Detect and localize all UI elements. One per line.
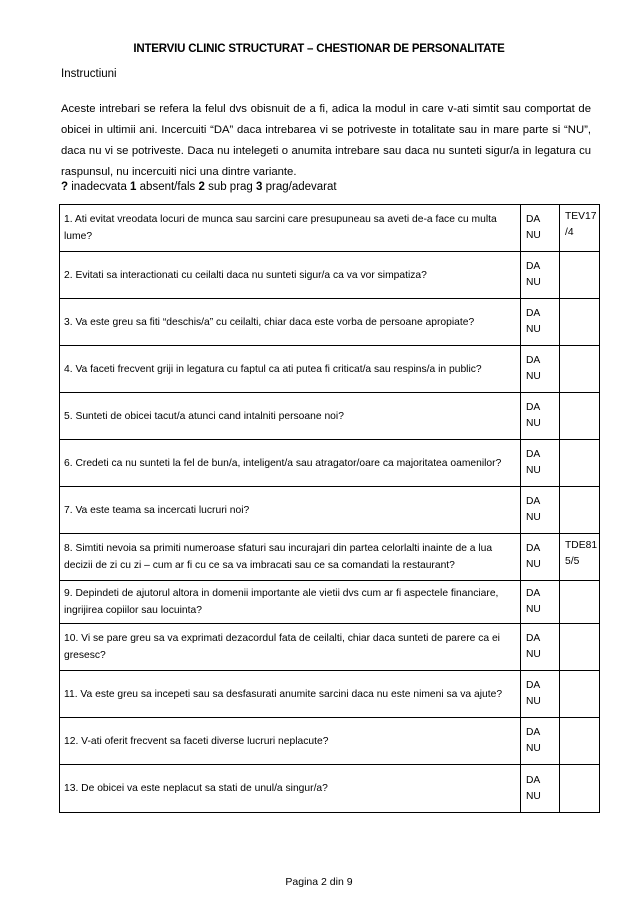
- answer-options: [521, 440, 560, 487]
- score-code: TDE81 5/5: [560, 534, 600, 581]
- answer-options: [521, 487, 560, 534]
- answer-options: [521, 581, 560, 624]
- answer-yes[interactable]: DA: [526, 633, 541, 644]
- question-text: 1. Ati evitat vreodata locuri de munca sau sarcini care presupuneau sa aveti de-a face cu multa lume?: [60, 205, 521, 252]
- question-text: 13. De obicei va este neplacut sa stati de unul/a singur/a?: [60, 765, 521, 813]
- answer-no[interactable]: NU: [526, 418, 541, 429]
- answer-no[interactable]: NU: [526, 559, 541, 570]
- legend-label: sub prag: [204, 181, 257, 193]
- answer-yes[interactable]: DA: [526, 449, 541, 460]
- answer-yes[interactable]: DA: [526, 588, 541, 599]
- legend-label: prag/adevarat: [262, 181, 337, 193]
- question-row: [60, 671, 600, 718]
- question-row: [60, 205, 600, 252]
- answer-yes[interactable]: DA: [526, 355, 541, 366]
- document-title: INTERVIU CLINIC STRUCTURAT – CHESTIONAR DE PERSONALITATE: [133, 43, 505, 55]
- answer-options: [521, 765, 560, 813]
- legend-label: absent/fals: [136, 181, 199, 193]
- legend-key: 1: [130, 181, 137, 193]
- score-code: [560, 487, 600, 534]
- question-row: [60, 624, 600, 671]
- answer-options: [521, 252, 560, 299]
- question-text: 12. V-ati oferit frecvent sa faceti diverse lucruri neplacute?: [60, 718, 521, 765]
- answer-options: [521, 393, 560, 440]
- legend-label: inadecvata: [68, 181, 131, 193]
- answer-no[interactable]: NU: [526, 324, 541, 335]
- score-code: [560, 765, 600, 813]
- answer-yes[interactable]: DA: [526, 496, 541, 507]
- answer-options: [521, 534, 560, 581]
- question-text: 9. Depindeti de ajutorul altora in domenii importante ale vietii dvs cum ar fi aspectele financiare, ingrijirea copiilor sau locuinta?: [60, 581, 521, 624]
- question-row: [60, 299, 600, 346]
- questions-table: [59, 204, 600, 813]
- score-code: [560, 252, 600, 299]
- instructions-text: Aceste intrebari se refera la felul dvs obisnuit de a fi, adica la modul in care v-ati simtit sau comportat de obicei in ultimii ani. Incercuiti “DA” daca intrebarea vi se potriveste in totalitate sau in mare parte si “NU”, daca nu vi se potriveste. Daca nu intelegeti o anumita intrebare sau daca nu sunteti sigur/a in legatura cu raspunsul, nu incercuiti nici una dintre variante.: [61, 103, 591, 178]
- score-code: [560, 624, 600, 671]
- question-text: 3. Va este greu sa fiti “deschis/a” cu ceilalti, chiar daca este vorba de persoane apropiate?: [60, 299, 521, 346]
- question-text: 10. Vi se pare greu sa va exprimati dezacordul fata de ceilalti, chiar daca sunteti de parere ca ei gresesc?: [60, 624, 521, 671]
- answer-yes[interactable]: DA: [526, 680, 541, 691]
- score-legend: [61, 181, 337, 193]
- answer-yes[interactable]: DA: [526, 308, 541, 319]
- question-text: 2. Evitati sa interactionati cu ceilalti daca nu sunteti sigur/a ca va vor simpatiza?: [60, 252, 521, 299]
- score-code: [560, 440, 600, 487]
- answer-no[interactable]: NU: [526, 743, 541, 754]
- question-text: 4. Va faceti frecvent griji in legatura cu faptul ca ati putea fi criticat/a sau respins/a in public?: [60, 346, 521, 393]
- answer-options: [521, 299, 560, 346]
- score-code: [560, 671, 600, 718]
- question-row: [60, 440, 600, 487]
- question-row: [60, 534, 600, 581]
- legend-key: 3: [256, 181, 263, 193]
- question-text: 11. Va este greu sa incepeti sau sa desfasurati anumite sarcini daca nu este nimeni sa va ajute?: [60, 671, 521, 718]
- question-text: 6. Credeti ca nu sunteti la fel de bun/a, inteligent/a sau atragator/oare ca majoritatea oamenilor?: [60, 440, 521, 487]
- answer-options: [521, 624, 560, 671]
- answer-no[interactable]: NU: [526, 512, 541, 523]
- legend-key: ?: [61, 181, 69, 193]
- question-text: 7. Va este teama sa incercati lucruri noi?: [60, 487, 521, 534]
- question-text: 5. Sunteti de obicei tacut/a atunci cand intalniti persoane noi?: [60, 393, 521, 440]
- answer-options: [521, 671, 560, 718]
- answer-no[interactable]: NU: [526, 604, 541, 615]
- answer-yes[interactable]: DA: [526, 261, 541, 272]
- legend-key: 2: [198, 181, 205, 193]
- question-row: [60, 718, 600, 765]
- answer-yes[interactable]: DA: [526, 727, 541, 738]
- score-code: [560, 581, 600, 624]
- answer-yes[interactable]: DA: [526, 774, 541, 786]
- answer-options: [521, 346, 560, 393]
- question-row: [60, 487, 600, 534]
- answer-no[interactable]: NU: [526, 371, 541, 382]
- answer-no[interactable]: NU: [526, 790, 541, 802]
- answer-no[interactable]: NU: [526, 277, 541, 288]
- question-row: [60, 346, 600, 393]
- answer-options: [521, 718, 560, 765]
- answer-yes[interactable]: DA: [526, 543, 541, 554]
- instructions-heading: Instructiuni: [61, 68, 117, 80]
- page-footer: Pagina 2 din 9: [285, 876, 353, 888]
- answer-no[interactable]: NU: [526, 465, 541, 476]
- score-code: [560, 299, 600, 346]
- score-code: [560, 393, 600, 440]
- question-row: [60, 765, 600, 813]
- answer-no[interactable]: NU: [526, 649, 541, 660]
- score-code: TEV17 /4: [560, 205, 600, 252]
- answer-yes[interactable]: DA: [526, 402, 541, 413]
- answer-no[interactable]: NU: [526, 696, 541, 707]
- question-row: [60, 393, 600, 440]
- answer-yes[interactable]: DA: [526, 214, 541, 225]
- answer-options: [521, 205, 560, 252]
- question-text: 8. Simtiti nevoia sa primiti numeroase sfaturi sau incurajari din partea celorlalti inainte de a lua decizii de zi cu zi – cum ar fi cu ce sa va imbracati sau ce sa comandati la restaurant?: [60, 534, 521, 581]
- score-code: [560, 718, 600, 765]
- question-row: [60, 581, 600, 624]
- score-code: [560, 346, 600, 393]
- question-row: [60, 252, 600, 299]
- answer-no[interactable]: NU: [526, 230, 541, 241]
